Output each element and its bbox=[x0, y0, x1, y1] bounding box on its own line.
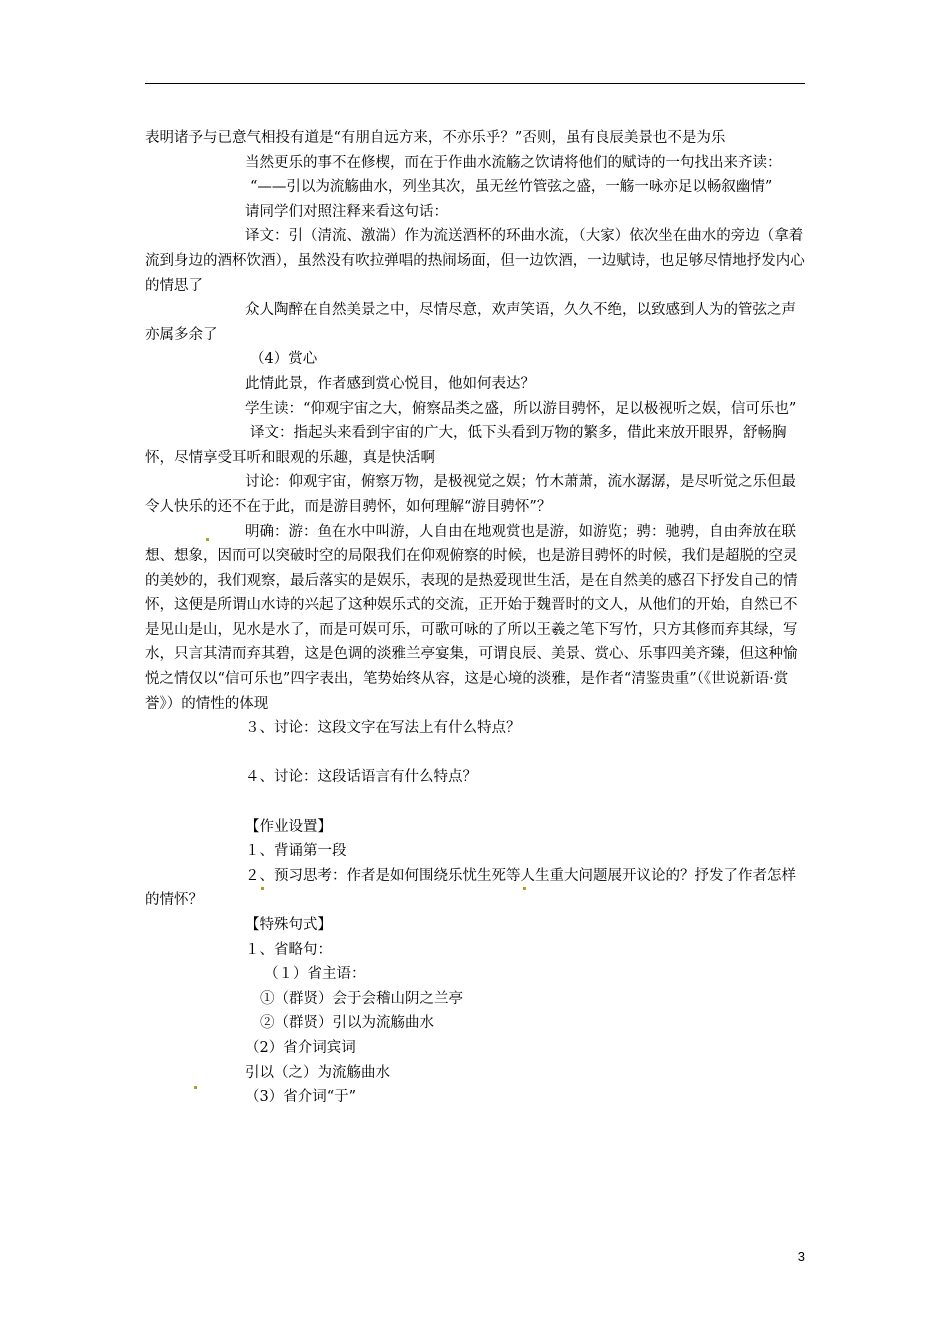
marker-dot bbox=[206, 538, 209, 541]
list-item: （3）省介词“于” bbox=[245, 1089, 357, 1106]
translation-paragraph: 译文：引（清流、激湍）作为流送酒杯的环曲水流，（大家）依次坐在曲水的旁边（拿着流到身边的酒杯饮酒），虽然没有吹拉弹唱的热闹场面，但一边饮酒，一边赋诗，也足够尽情地抒发内心的情思了 bbox=[145, 228, 805, 294]
paragraph: 当然更乐的事不在修楔，而在于作曲水流觞之饮请将他们的赋诗的一句找出来齐读： bbox=[245, 154, 782, 171]
page-number: 3 bbox=[797, 1249, 805, 1264]
discussion-paragraph: 讨论：仰观宇宙，俯察万物，是极视觉之娱；竹木萧萧，流水潺潺，是尽听觉之乐但最令人快乐的还不在于此，而是游目骋怀，如何理解“游目骋怀”？ bbox=[145, 474, 796, 515]
section-heading: 【作业设置】 bbox=[245, 818, 332, 835]
list-item: （１）省主语： bbox=[264, 966, 366, 983]
list-item: ２、预习思考：作者是如何围绕乐忧生死等人生重大问题展开议论的？抒发了作者怎样的情怀？ bbox=[145, 867, 796, 909]
paragraph: 学生读：“仰观宇宙之大，俯察品类之盛，所以游目骋怀，足以极视听之娱，信可乐也” bbox=[245, 400, 797, 417]
question-item: ３、讨论：这段文字在写法上有什么特点？ bbox=[245, 720, 521, 737]
list-item: 引以（之）为流觞曲水 bbox=[245, 1064, 390, 1081]
list-item: ①（群贤）会于会稽山阴之兰亭 bbox=[260, 990, 463, 1007]
paragraph: 此情此景，作者感到赏心悦目，他如何表达？ bbox=[245, 375, 535, 392]
paragraph: 表明诸予与已意气相投有道是“有朋自远方来，不亦乐乎？”否则，虽有良辰美景也不是为乐 bbox=[145, 130, 726, 146]
marker-dot bbox=[261, 887, 264, 890]
marker-dot bbox=[194, 1086, 197, 1089]
section-heading: 【特殊句式】 bbox=[245, 917, 332, 933]
list-item: １、背诵第一段 bbox=[245, 843, 347, 860]
document-body bbox=[145, 126, 807, 1110]
list-item: ②（群贤）引以为流觞曲水 bbox=[260, 1015, 434, 1032]
clarification-paragraph: 明确：游：鱼在水中叫游，人自由在地观赏也是游，如游览；骋：驰骋，自由奔放在联想、想象，因而可以突破时空的局限我们在仰观俯察的时候，也是游目骋怀的时候，我们是超脱的空灵的美妙的，我们观察，最后落实的是娱乐，表现的是热爱现世生活，是在自然美的感召下抒发自己的情怀，这便是所谓山水诗的兴起了这种娱乐式的交流，正开始于魏晋时的文人，从他们的开始，自然已不是见山是山，见水是水了，而是可娱可乐，可歌可咏的了所以王羲之笔下写竹，只方其修而弃其绿，写水，只言其清而弃其碧，这是色调的淡雅兰亭宴集，可谓良辰、美景、赏心、乐事四美齐臻，但这种愉悦之情仅以“信可乐也”四字表出，笔势始终从容，这是心境的淡雅，是作者“清鉴贵重”（《世说新语·赏誉》）的情性的体现 bbox=[145, 523, 798, 712]
translation-paragraph: 译文：指起头来看到宇宙的广大，低下头看到万物的繁多，借此来放开眼界，舒畅胸怀，尽情享受耳听和眼观的乐趣，真是快活啊 bbox=[145, 425, 787, 466]
marker-dot bbox=[523, 887, 526, 890]
paragraph: 请同学们对照注释来看这句话： bbox=[245, 203, 448, 220]
header-rule bbox=[145, 83, 805, 84]
quote-paragraph: “——引以为流觞曲水，列坐其次，虽无丝竹管弦之盛，一觞一咏亦足以畅叙幽情” bbox=[250, 179, 773, 196]
list-item: （2）省介词宾词 bbox=[245, 1039, 356, 1056]
section-heading: （4）赏心 bbox=[250, 351, 318, 368]
list-item: １、省略句： bbox=[245, 941, 332, 958]
paragraph: 众人陶醉在自然美景之中，尽情尽意，欢声笑语，久久不绝，以致感到人为的管弦之声亦属多余了 bbox=[145, 302, 796, 343]
question-item: ４、讨论：这段话语言有什么特点？ bbox=[245, 769, 477, 786]
